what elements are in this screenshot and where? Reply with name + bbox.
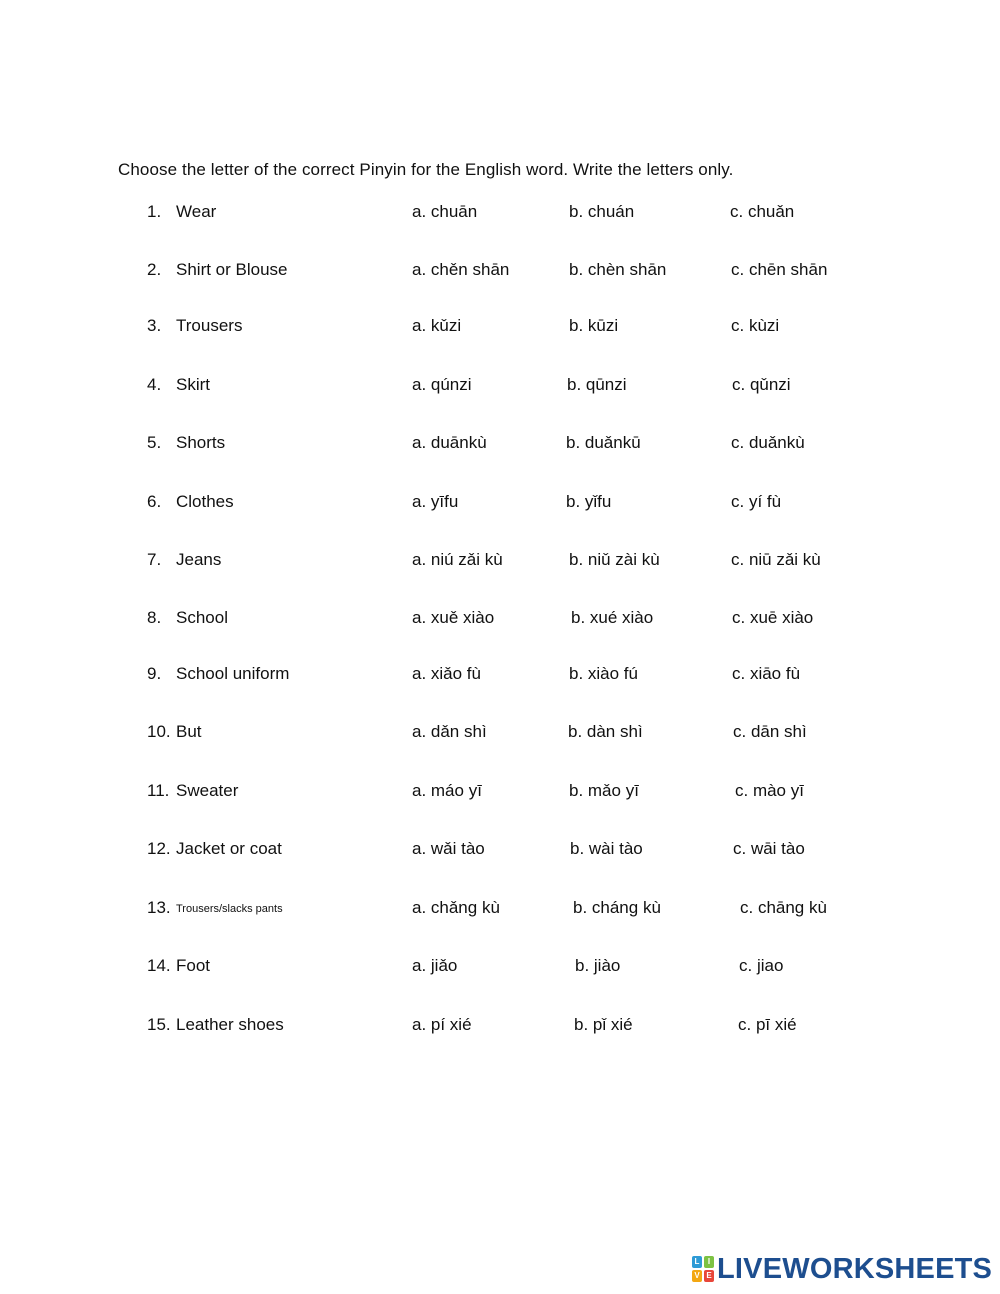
option-c: c. pī xié <box>738 1015 797 1034</box>
option-c: c. chuǎn <box>730 202 795 221</box>
question-english-word: Shorts <box>176 433 226 452</box>
question-row <box>0 608 1000 632</box>
question-english-word: Clothes <box>176 492 234 511</box>
option-a: a. chǎng kù <box>412 898 500 917</box>
footer-logo[interactable] <box>692 1254 992 1284</box>
question-english-word: Jacket or coat <box>176 839 282 858</box>
question-number: 2. <box>147 260 162 279</box>
option-a: a. xuě xiào <box>412 608 495 627</box>
question-number: 11. <box>147 781 170 800</box>
logo-square-e: E <box>704 1270 714 1282</box>
option-a: a. máo yī <box>412 781 482 800</box>
question-number: 15. <box>147 1015 171 1034</box>
option-a: a. kǔzi <box>412 316 462 335</box>
option-b: b. duǎnkū <box>566 433 641 452</box>
question-english-word: But <box>176 722 202 741</box>
question-row <box>0 664 1000 688</box>
option-a: a. qúnzi <box>412 375 472 394</box>
question-number: 6. <box>147 492 162 511</box>
question-row <box>0 781 1000 805</box>
question-english-word: Foot <box>176 956 211 975</box>
question-english-word: Sweater <box>176 781 239 800</box>
option-c: c. yí fù <box>731 492 782 511</box>
liveworksheets-logo-icon <box>692 1256 714 1282</box>
question-number: 3. <box>147 316 162 335</box>
question-row <box>0 202 1000 226</box>
option-b: b. niǔ zài kù <box>569 550 660 569</box>
question-row <box>0 1015 1000 1039</box>
option-a: a. jiǎo <box>412 956 458 975</box>
question-number: 5. <box>147 433 162 452</box>
liveworksheets-logo-text: LIVEWORKSHEETS <box>717 1252 993 1285</box>
question-number: 8. <box>147 608 162 627</box>
question-row <box>0 260 1000 284</box>
question-row <box>0 492 1000 516</box>
option-b: b. dàn shì <box>568 722 643 741</box>
question-english-word: Wear <box>176 202 217 221</box>
option-b: b. qūnzi <box>567 375 627 394</box>
question-english-word: Trousers <box>176 316 243 335</box>
option-a: a. niú zǎi kù <box>412 550 503 569</box>
question-english-word: Trousers/slacks pants <box>176 903 283 915</box>
instructions: Choose the letter of the correct Pinyin for the English word. Write the letters only. <box>118 160 734 179</box>
option-a: a. wǎi tào <box>412 839 485 858</box>
option-c: c. kùzi <box>731 316 780 335</box>
question-number: 4. <box>147 375 162 394</box>
question-row <box>0 433 1000 457</box>
option-b: b. pǐ xié <box>574 1015 633 1034</box>
question-number: 9. <box>147 664 162 683</box>
option-a: a. yīfu <box>412 492 459 511</box>
option-c: c. qǔnzi <box>732 375 791 394</box>
option-c: c. niū zǎi kù <box>731 550 821 569</box>
option-c: c. dān shì <box>733 722 807 741</box>
question-english-word: Skirt <box>176 375 210 394</box>
question-english-word: Shirt or Blouse <box>176 260 288 279</box>
option-a: a. dǎn shì <box>412 722 487 741</box>
option-a: a. pí xié <box>412 1015 472 1034</box>
option-b: b. mǎo yī <box>569 781 639 800</box>
question-row <box>0 550 1000 574</box>
question-number: 10. <box>147 722 171 741</box>
option-b: b. chèn shān <box>569 260 667 279</box>
option-b: b. yǐfu <box>566 492 612 511</box>
option-b: b. wài tào <box>570 839 643 858</box>
question-row <box>0 722 1000 746</box>
question-number: 12. <box>147 839 171 858</box>
question-number: 1. <box>147 202 162 221</box>
option-c: c. duǎnkù <box>731 433 805 452</box>
question-number: 14. <box>147 956 171 975</box>
question-english-word: Jeans <box>176 550 222 569</box>
question-row <box>0 839 1000 863</box>
question-english-word: School uniform <box>176 664 290 683</box>
logo-square-i: I <box>704 1256 714 1268</box>
question-row <box>0 375 1000 399</box>
option-c: c. jiao <box>739 956 784 975</box>
option-b: b. xiào fú <box>569 664 638 683</box>
option-c: c. xuē xiào <box>732 608 814 627</box>
option-a: a. xiǎo fù <box>412 664 481 683</box>
option-b: b. jiào <box>575 956 621 975</box>
option-b: b. cháng kù <box>573 898 661 917</box>
option-c: c. wāi tào <box>733 839 805 858</box>
option-c: c. xiāo fù <box>732 664 801 683</box>
question-english-word: School <box>176 608 228 627</box>
question-row <box>0 956 1000 980</box>
option-c: c. chēn shān <box>731 260 828 279</box>
question-row <box>0 316 1000 340</box>
option-c: c. chāng kù <box>740 898 827 917</box>
option-a: a. chuān <box>412 202 478 221</box>
question-english-word: Leather shoes <box>176 1015 284 1034</box>
option-a: a. chěn shān <box>412 260 510 279</box>
option-b: b. xué xiào <box>571 608 654 627</box>
option-b: b. kūzi <box>569 316 619 335</box>
option-b: b. chuán <box>569 202 635 221</box>
question-number: 7. <box>147 550 162 569</box>
logo-square-l: L <box>692 1256 702 1268</box>
option-a: a. duānkù <box>412 433 487 452</box>
option-c: c. mào yī <box>735 781 804 800</box>
question-number: 13. <box>147 898 171 917</box>
question-row <box>0 898 1000 922</box>
logo-square-v: V <box>692 1270 702 1282</box>
